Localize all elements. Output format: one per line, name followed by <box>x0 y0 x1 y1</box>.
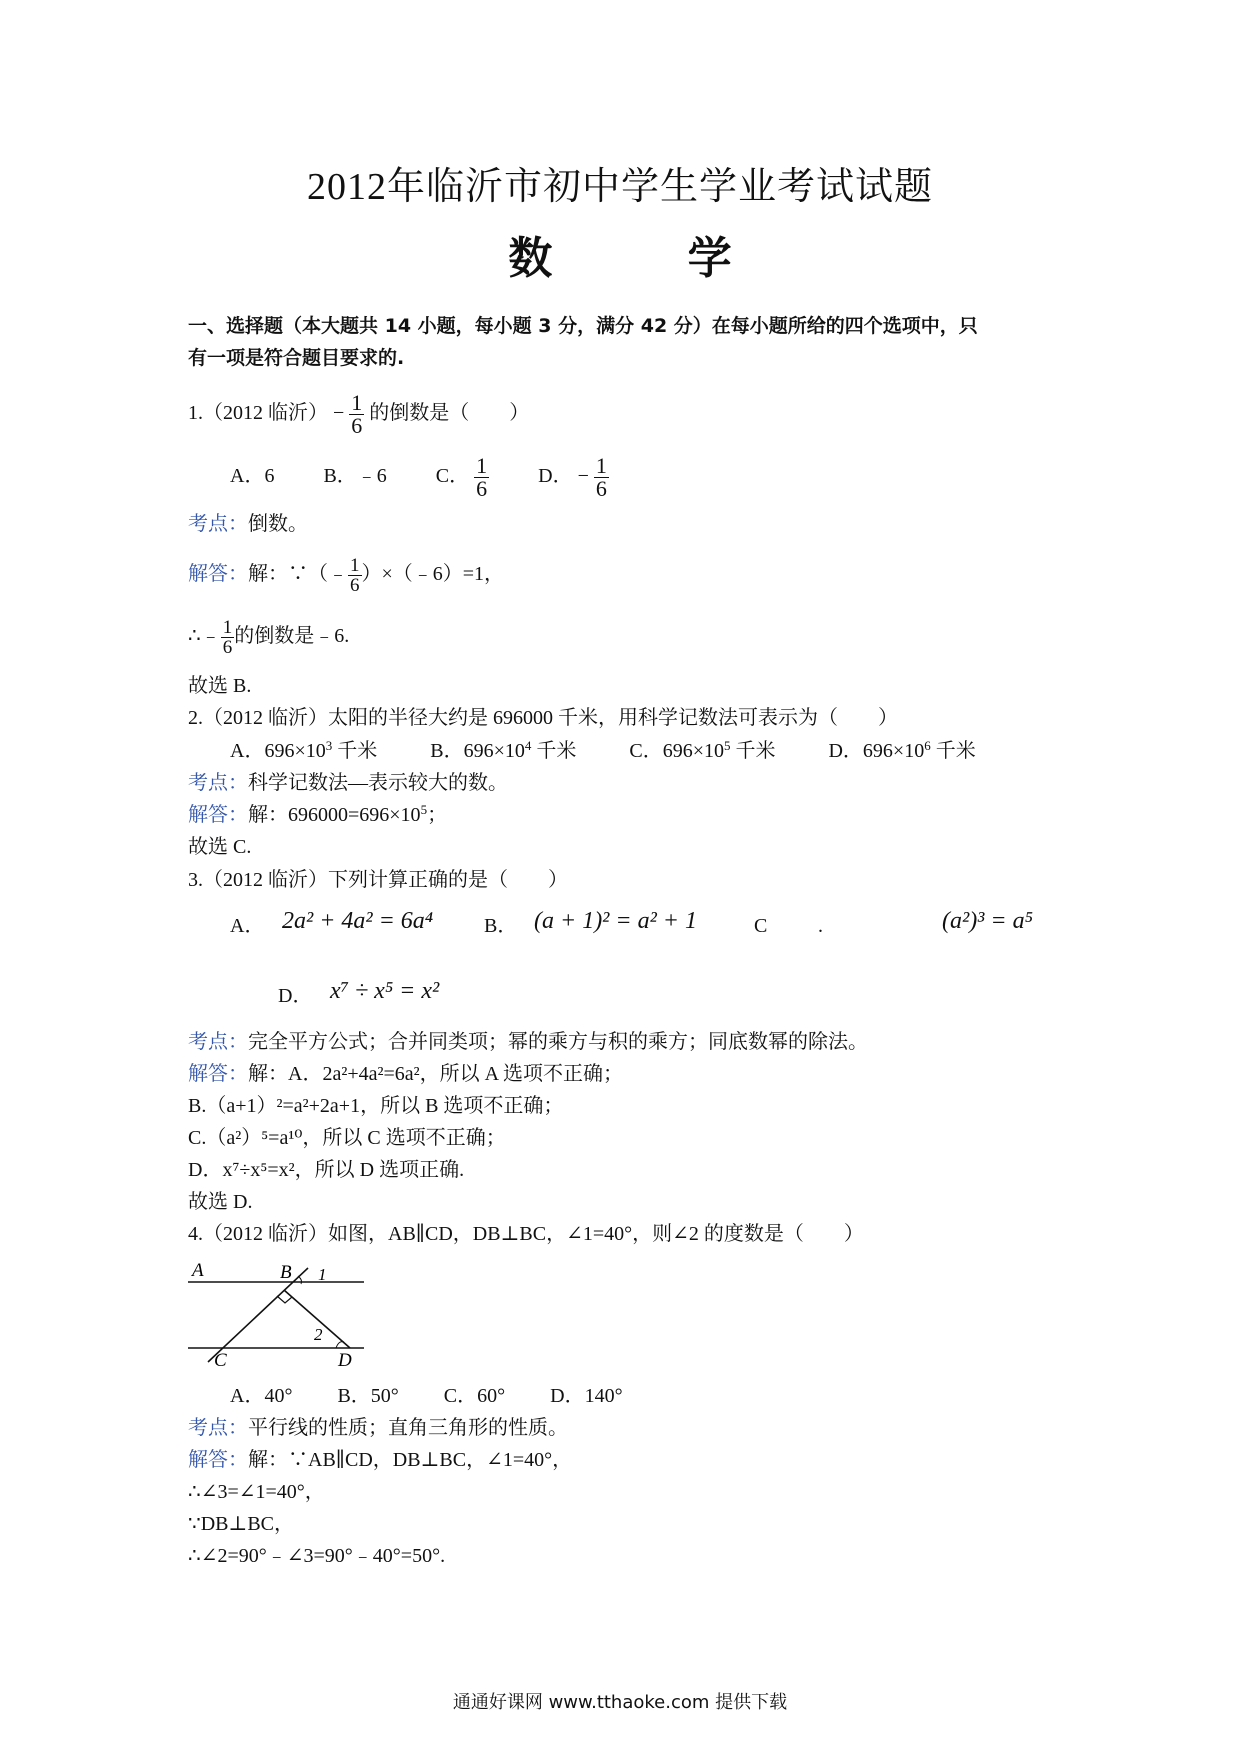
q1-sol2-fraction <box>221 618 235 657</box>
q1-option-d <box>538 455 609 500</box>
subject-heading: 数 学 <box>508 233 792 284</box>
q3-solution-line4: D．x⁷÷x⁵=x²，所以 D 选项正确. <box>188 1159 465 1181</box>
q3-stem: 3.（2012 临沂）下列计算正确的是（ ） <box>188 869 568 891</box>
q1-sol1-fraction <box>348 556 362 595</box>
q2-option-d <box>828 737 975 765</box>
q2-option-b-base: B．696×10 <box>430 740 525 762</box>
q4-stem: 4.（2012 临沂）如图，AB∥CD，DB⊥BC，∠1=40°，则∠2 的度数是（ ） <box>188 1223 864 1245</box>
q3-solution-line1 <box>188 1060 623 1088</box>
q1-sol1-num: 1 <box>350 555 360 576</box>
label-b: B <box>280 1262 292 1283</box>
q2-option-c-exp: 5 <box>723 738 731 753</box>
q1-stem-prefix: 1.（2012 临沂） <box>188 402 328 425</box>
q4-sol1-text: 解：∵AB∥CD，DB⊥BC，∠1=40°， <box>248 1449 573 1471</box>
q3-option-c-math: (a²)³ = a⁵ <box>942 908 1033 934</box>
q3-option-c-dot: . <box>818 915 823 937</box>
section-intro-line2: 有一项是符合题目要求的. <box>188 347 405 369</box>
q2-option-a-exp: 3 <box>325 738 333 753</box>
label-a: A <box>192 1260 204 1281</box>
kaodian-label: 考点： <box>188 513 248 535</box>
q1-sol2-b: 的倒数是﹣6. <box>234 625 350 648</box>
q1-option-d-label: D． <box>538 465 573 488</box>
q3-solution-line5: 故选 D. <box>188 1191 253 1213</box>
q2-option-d-exp: 6 <box>924 738 931 753</box>
q2-option-a <box>230 737 377 765</box>
q4-solution-line4: ∴∠2=90°﹣∠3=90°﹣40°=50°. <box>188 1545 446 1567</box>
q1-kaodian-text: 倒数。 <box>248 513 308 535</box>
exam-title: 2012年临沂市初中学生学业考试试题 <box>306 166 933 208</box>
q2-option-b-unit: 千米 <box>531 740 577 762</box>
label-1: 1 <box>318 1265 327 1284</box>
q3-option-d-label: D． <box>278 985 313 1007</box>
q4-figure <box>184 1256 374 1372</box>
q1-solution-line2 <box>188 618 349 657</box>
q4-option-b: B．50° <box>337 1385 399 1407</box>
q1-sol1-a: 解：∵（﹣ <box>248 563 348 586</box>
q2-option-d-unit: 千米 <box>930 740 976 762</box>
q2-option-b <box>430 737 576 765</box>
q1-sol2-num: 1 <box>222 617 233 638</box>
q1-option-c-num: 1 <box>476 453 488 478</box>
q1-solution-line3: 故选 B. <box>188 675 252 697</box>
q3-kaodian <box>188 1028 868 1056</box>
page-footer: 通通好课网 www.tthaoke.com 提供下载 <box>452 1692 788 1713</box>
q3-option-b-label: B． <box>484 915 518 937</box>
q2-sol-post: ； <box>427 804 448 826</box>
q2-solution-line1 <box>188 801 447 829</box>
q2-kaodian-text: 科学记数法—表示较大的数。 <box>248 772 508 794</box>
q1-option-b: B．﹣6 <box>323 465 387 488</box>
q1-fraction <box>349 392 364 437</box>
jieda-label: 解答： <box>188 563 248 586</box>
q1-option-c-label: C． <box>435 465 470 488</box>
q1-sol1-b: ）×（﹣6）=1， <box>361 563 505 586</box>
q1-minus: − <box>333 402 345 425</box>
q1-stem-suffix: 的倒数是（ ） <box>369 402 530 425</box>
q2-option-d-base: D．696×10 <box>828 740 925 762</box>
q2-option-a-base: A．696×10 <box>230 740 326 762</box>
label-d: D <box>338 1350 352 1371</box>
q2-stem: 2.（2012 临沂）太阳的半径大约是 696000 千米，用科学记数法可表示为（ ） <box>188 707 898 729</box>
q1-option-d-den: 6 <box>595 476 607 501</box>
q1-frac-num: 1 <box>351 390 363 415</box>
q4-solution-line3: ∵DB⊥BC， <box>188 1513 294 1535</box>
q2-sol-exp: 5 <box>420 802 428 817</box>
jieda-label: 解答： <box>188 804 248 826</box>
q2-option-c-unit: 千米 <box>730 740 776 762</box>
q4-solution-line2: ∴∠3=∠1=40°， <box>188 1481 325 1503</box>
q3-sol1-text: 解：A．2a²+4a²=6a²，所以 A 选项不正确； <box>248 1063 623 1085</box>
q1-option-c-fraction <box>474 455 489 500</box>
q3-option-a-math: 2a² + 4a² = 6a⁴ <box>282 908 434 934</box>
q4-kaodian <box>188 1414 568 1442</box>
q1-kaodian <box>188 510 308 538</box>
kaodian-label: 考点： <box>188 1031 248 1053</box>
q1-options <box>230 455 653 500</box>
q1-option-a: A．6 <box>230 465 275 488</box>
label-c: C <box>214 1350 227 1371</box>
q2-option-c <box>629 737 775 765</box>
q2-sol-base: 解：696000=696×10 <box>248 804 421 826</box>
q3-option-a-label: A． <box>230 915 265 937</box>
q4-option-a: A．40° <box>230 1385 293 1407</box>
q1-stem <box>188 392 529 437</box>
q1-sol2-den: 6 <box>222 637 233 658</box>
label-2: 2 <box>314 1325 323 1344</box>
jieda-label: 解答： <box>188 1449 248 1471</box>
section-intro-line1: 一、选择题（本大题共 14 小题，每小题 3 分，满分 42 分）在每小题所给的四个选项中，只 <box>188 315 978 337</box>
kaodian-label: 考点： <box>188 1417 248 1439</box>
q1-frac-den: 6 <box>351 413 363 438</box>
q1-option-c <box>436 455 489 500</box>
kaodian-label: 考点： <box>188 772 248 794</box>
q2-solution-line2: 故选 C. <box>188 836 252 858</box>
q4-kaodian-text: 平行线的性质；直角三角形的性质。 <box>248 1417 568 1439</box>
right-angle-mark <box>277 1296 292 1303</box>
q2-option-b-exp: 4 <box>524 738 532 753</box>
q1-option-d-fraction <box>594 455 609 500</box>
q1-option-c-den: 6 <box>476 476 488 501</box>
q1-option-d-minus: − <box>577 465 589 488</box>
q1-solution-line1 <box>188 556 504 595</box>
jieda-label: 解答： <box>188 1063 248 1085</box>
q1-sol2-a: ∴﹣ <box>188 625 221 648</box>
q1-option-d-num: 1 <box>595 453 607 478</box>
q1-sol1-den: 6 <box>350 575 360 596</box>
q3-option-d-math: x⁷ ÷ x⁵ = x² <box>330 978 440 1004</box>
q2-options <box>230 737 976 765</box>
q3-solution-line3: C.（a²）⁵=a¹⁰，所以 C 选项不正确； <box>188 1127 506 1149</box>
q3-solution-line2: B.（a+1）²=a²+2a+1，所以 B 选项不正确； <box>188 1095 564 1117</box>
q3-option-c-label: C <box>754 915 768 937</box>
q4-solution-line1 <box>188 1446 572 1474</box>
q3-option-b-math: (a + 1)² = a² + 1 <box>534 908 697 934</box>
q2-kaodian <box>188 769 508 797</box>
q4-options <box>230 1382 623 1410</box>
q2-option-c-base: C．696×10 <box>629 740 724 762</box>
q4-option-d: D．140° <box>550 1385 623 1407</box>
q4-option-c: C．60° <box>443 1385 506 1407</box>
q3-kaodian-text: 完全平方公式；合并同类项；幂的乘方与积的乘方；同底数幂的除法。 <box>248 1031 868 1053</box>
q2-option-a-unit: 千米 <box>332 740 378 762</box>
